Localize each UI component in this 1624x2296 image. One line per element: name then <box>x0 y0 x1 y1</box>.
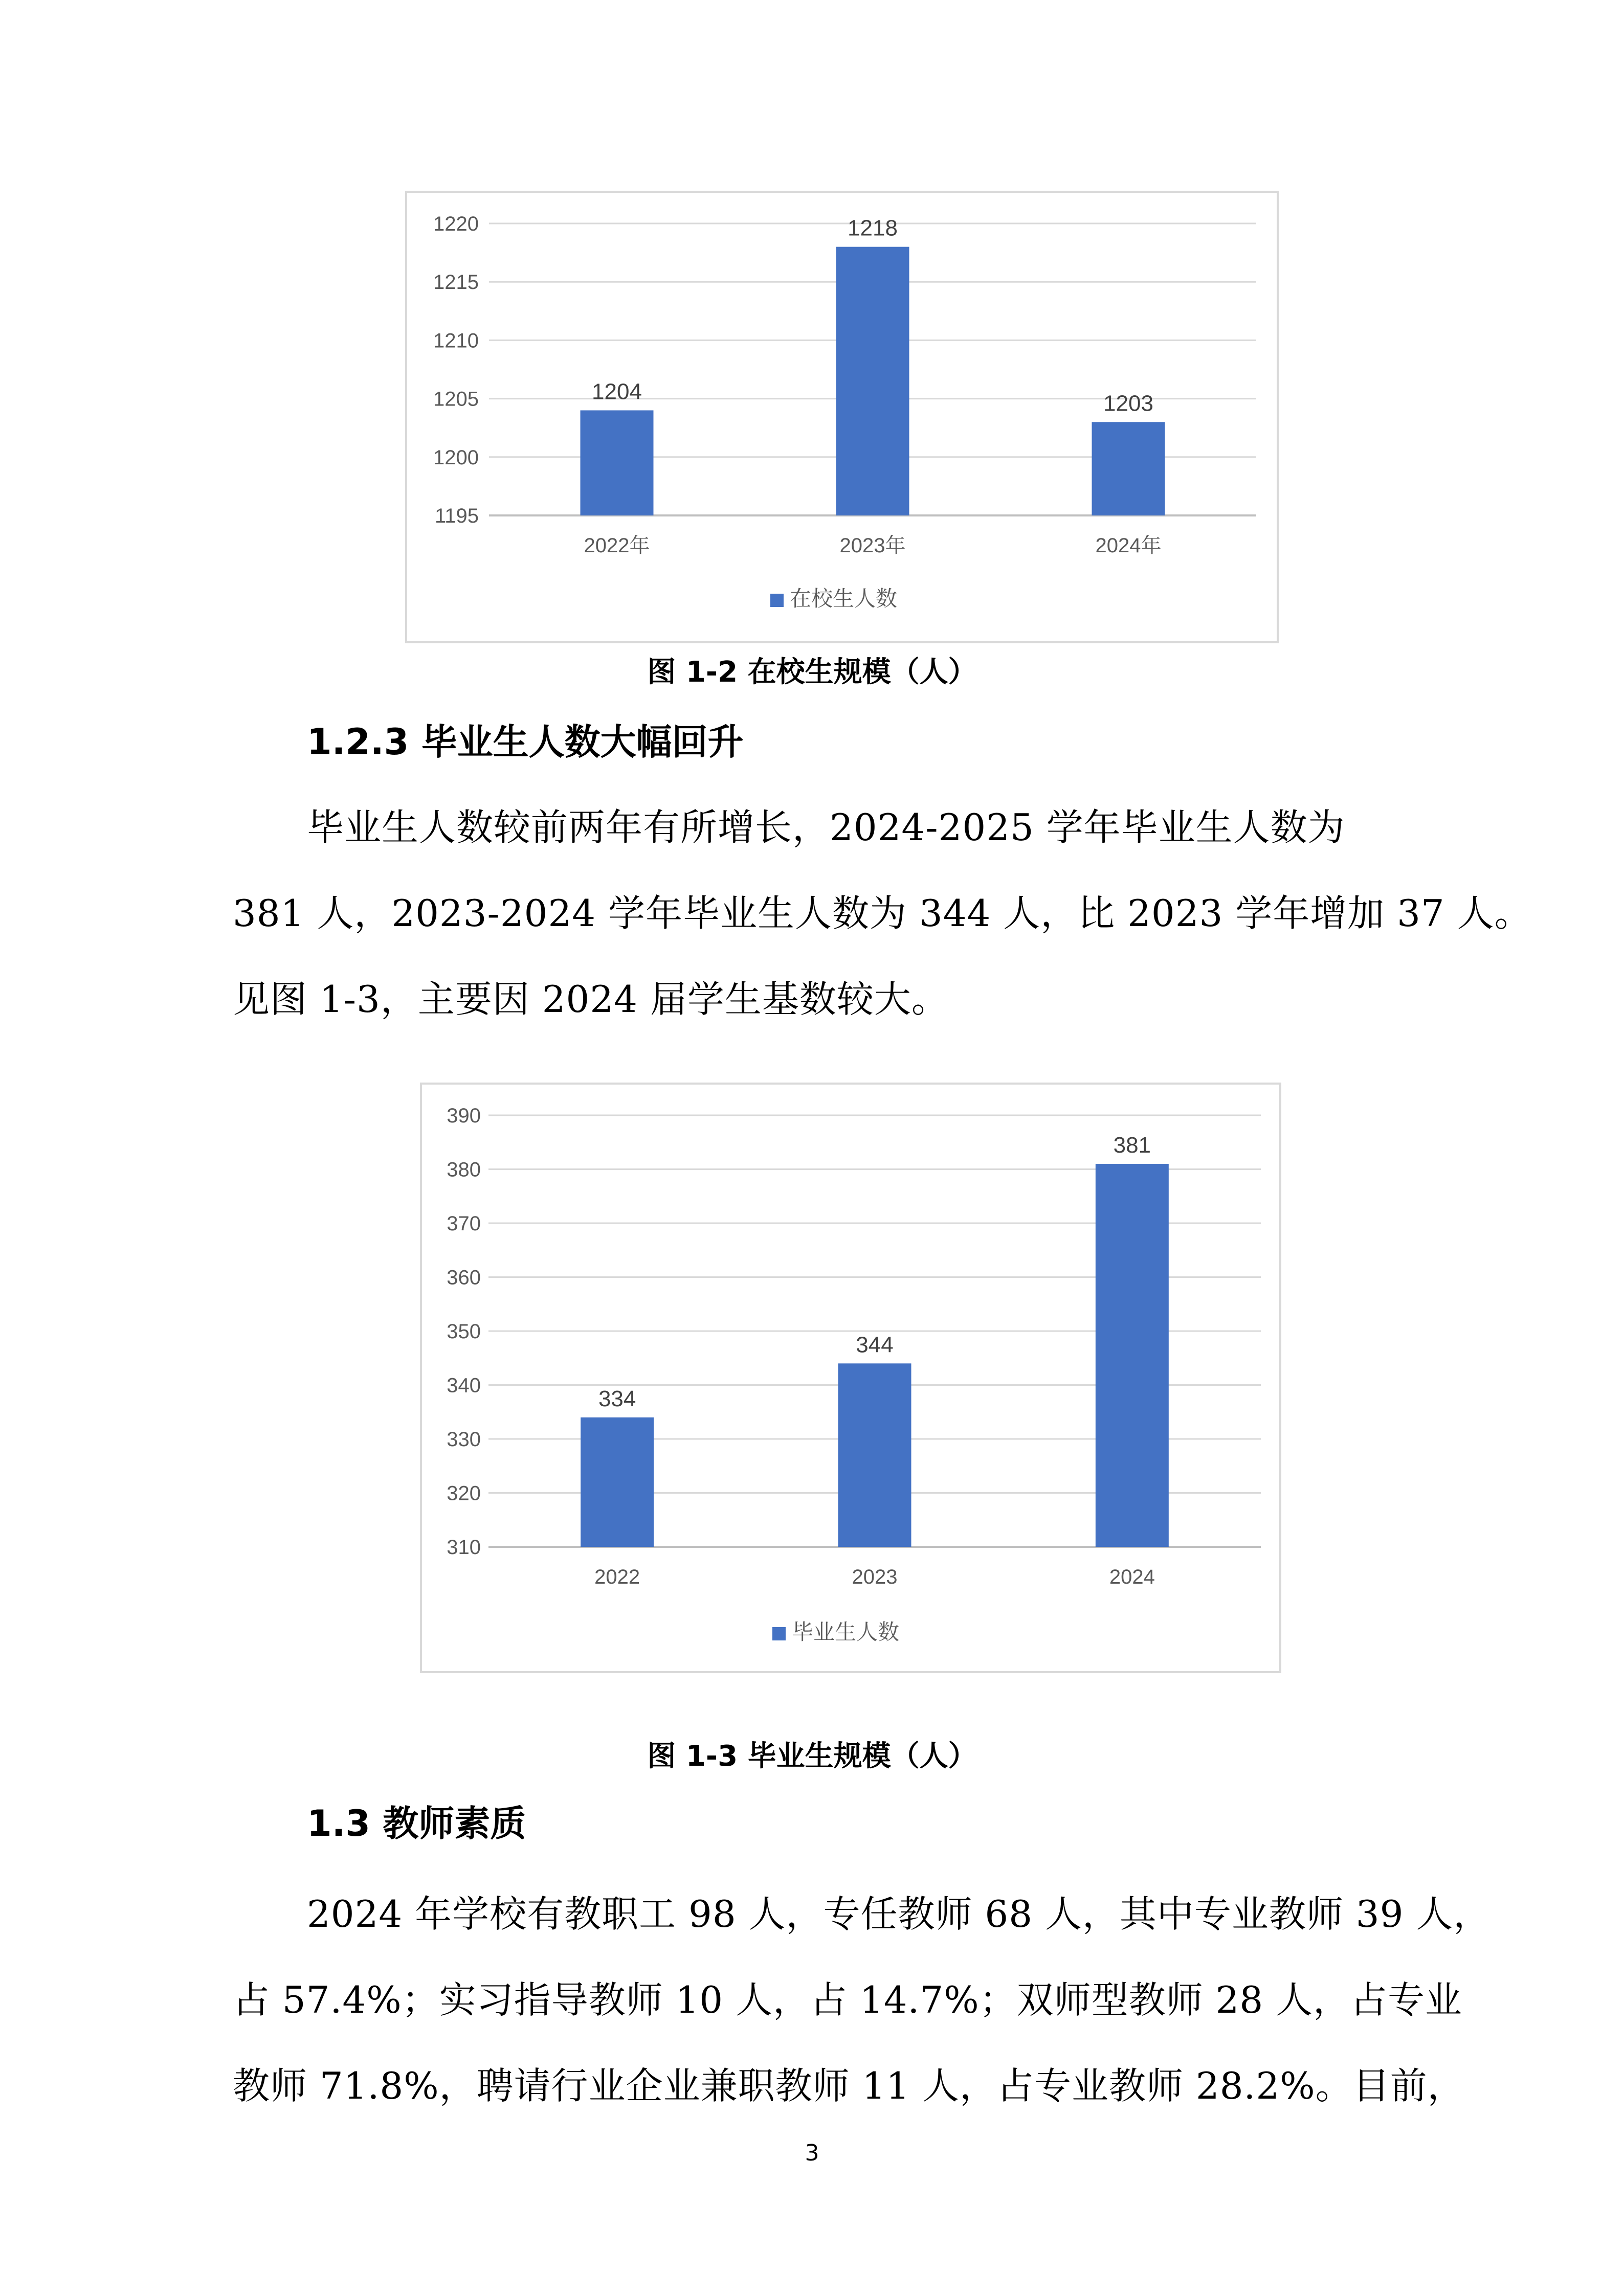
paragraph-line: 见图 1-3，主要因 2024 届学生基数较大。 <box>233 978 949 1021</box>
data-label: 1218 <box>848 215 898 241</box>
y-tick-label: 1200 <box>433 446 479 469</box>
data-label: 334 <box>598 1386 636 1411</box>
enrollment-chart <box>405 191 1279 643</box>
y-tick-label: 320 <box>447 1482 481 1505</box>
y-tick-label: 330 <box>447 1428 481 1451</box>
legend-swatch <box>770 594 784 607</box>
x-tick-label: 2024年 <box>1095 534 1162 557</box>
y-tick-label: 340 <box>447 1374 481 1397</box>
bar <box>581 410 654 515</box>
graduates-chart-svg <box>422 1085 1279 1671</box>
y-tick-label: 310 <box>447 1536 481 1559</box>
y-tick-label: 1205 <box>433 388 479 411</box>
y-tick-label: 370 <box>447 1212 481 1235</box>
figure-1-3-caption: 图 1-3 毕业生规模（人） <box>647 1740 977 1773</box>
bar <box>1096 1164 1169 1547</box>
paragraph-line: 2024 年学校有教职工 98 人，专任教师 68 人，其中专业教师 39 人， <box>307 1893 1491 1935</box>
x-tick-label: 2022年 <box>584 534 650 557</box>
data-label: 344 <box>856 1332 894 1358</box>
data-label: 1204 <box>592 379 642 404</box>
y-tick-label: 380 <box>447 1158 481 1181</box>
legend-label: 毕业生人数 <box>792 1620 900 1644</box>
paragraph-line: 教师 71.8%，聘请行业企业兼职教师 11 人，占专业教师 28.2%。目前， <box>233 2064 1465 2107</box>
y-tick-label: 1215 <box>433 271 479 294</box>
x-tick-label: 2023年 <box>839 534 906 557</box>
x-tick-label: 2023 <box>852 1566 898 1588</box>
bar <box>581 1417 654 1547</box>
legend-swatch <box>772 1627 786 1640</box>
section-1-2-3-heading: 1.2.3 毕业生人数大幅回升 <box>307 721 744 763</box>
paragraph-line: 毕业生人数较前两年有所增长，2024-2025 学年毕业生人数为 <box>307 806 1345 849</box>
y-tick-label: 360 <box>447 1266 481 1289</box>
paragraph-line: 381 人，2023-2024 学年毕业生人数为 344 人，比 2023 学年增加 37 人。 <box>233 892 1532 935</box>
bar <box>836 247 909 515</box>
bar <box>838 1363 911 1547</box>
bar <box>1092 422 1165 515</box>
data-label: 1203 <box>1103 391 1153 416</box>
data-label: 381 <box>1113 1132 1151 1158</box>
x-tick-label: 2024 <box>1109 1566 1155 1588</box>
graduates-chart <box>420 1083 1281 1673</box>
paragraph-line: 占 57.4%；实习指导教师 10 人，占 14.7%；双师型教师 28 人，占专业 <box>233 1978 1463 2021</box>
figure-1-2-caption: 图 1-2 在校生规模（人） <box>647 656 977 689</box>
page-number: 3 <box>805 2140 819 2166</box>
x-tick-label: 2022 <box>594 1566 640 1588</box>
y-tick-label: 350 <box>447 1320 481 1343</box>
enrollment-chart-svg <box>407 193 1277 641</box>
legend-label: 在校生人数 <box>790 587 898 611</box>
y-tick-label: 1220 <box>433 213 479 235</box>
y-tick-label: 390 <box>447 1105 481 1127</box>
y-tick-label: 1195 <box>434 505 479 527</box>
y-tick-label: 1210 <box>433 329 479 352</box>
section-1-3-heading: 1.3 教师素质 <box>307 1803 526 1844</box>
